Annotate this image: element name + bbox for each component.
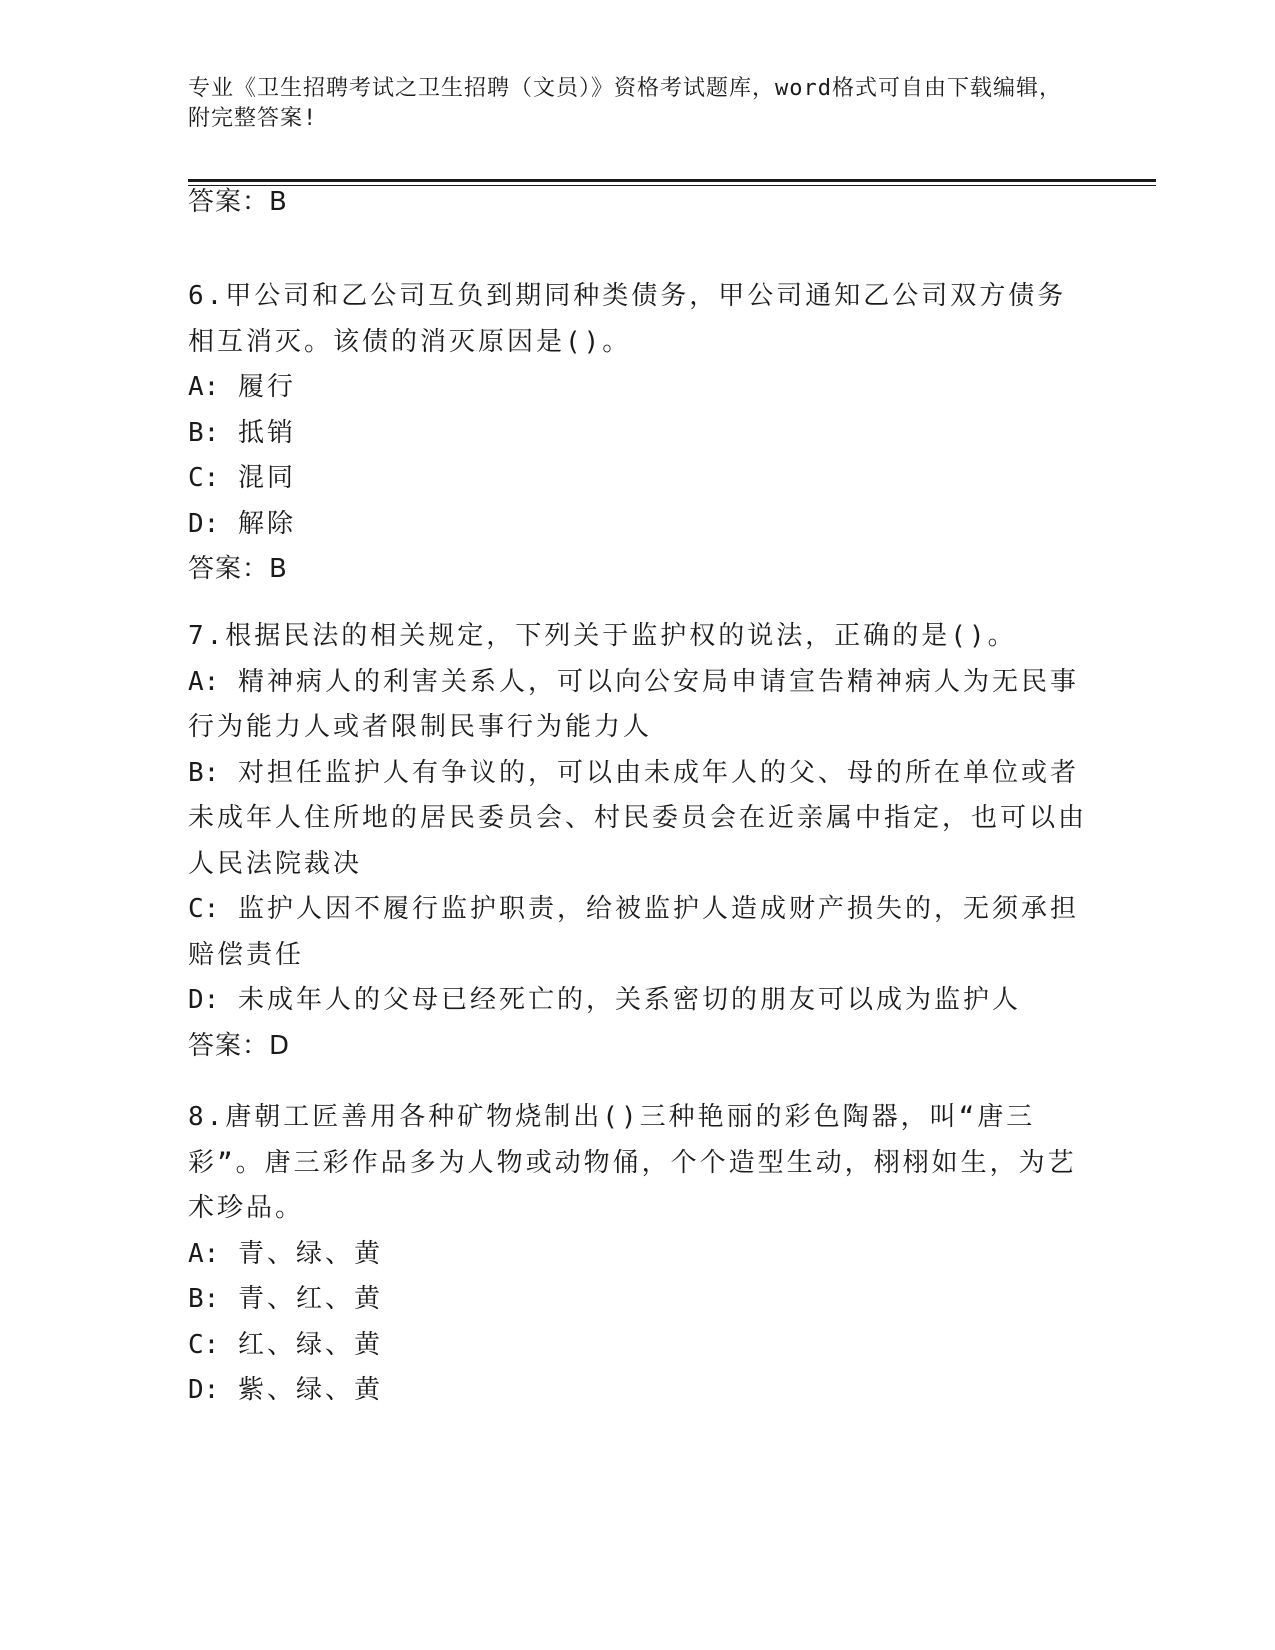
option-text: 对担任监护人有争议的，可以由未成年人的父、母的所在单位或者未成年人住所地的居民委员会、村民委员会在近亲属中指定，也可以由人民法院裁决 — [188, 757, 1088, 879]
option-text: 监护人因不履行监护职责，给被监护人造成财产损失的，无须承担赔偿责任 — [188, 894, 1079, 970]
option-d — [188, 502, 1088, 548]
option-a — [188, 365, 1088, 411]
option-c — [188, 1323, 1088, 1369]
option-b — [188, 1277, 1088, 1323]
option-a — [188, 1232, 1088, 1278]
option-text: 青、红、黄 — [237, 1284, 383, 1314]
option-text: 履行 — [237, 372, 296, 402]
option-label: D: — [188, 985, 220, 1015]
question-block — [188, 614, 1088, 1068]
option-text: 混同 — [237, 463, 296, 493]
option-text: 紫、绿、黄 — [237, 1375, 383, 1405]
option-text: 红、绿、黄 — [237, 1329, 383, 1360]
document-header: 专业《卫生招聘考试之卫生招聘（文员）》资格考试题库，word格式可自由下载编辑，附完整答案! — [188, 76, 1062, 131]
option-b — [188, 411, 1088, 457]
answer-line — [188, 180, 1088, 224]
question-block — [188, 1095, 1088, 1414]
answer-prefix: 答案： — [188, 187, 270, 217]
question-text: 8.唐朝工匠善用各种矿物烧制出()三种艳丽的彩色陶器，叫“唐三彩”。唐三彩作品多为人物或动物俑，个个造型生动，栩栩如生，为艺术珍品。 — [188, 1102, 1077, 1223]
answer-prefix: 答案： — [188, 1030, 270, 1061]
option-label: A: — [188, 666, 220, 697]
option-label: C: — [188, 1329, 220, 1360]
answer-line — [188, 1024, 1088, 1068]
question-text: 6.甲公司和乙公司互负到期同种类债务，甲公司通知乙公司双方债务相互消灭。该债的消灭原因是()。 — [188, 281, 1067, 357]
question-block — [188, 274, 1088, 591]
option-label: A: — [188, 372, 220, 402]
answer-value: D — [269, 1030, 291, 1061]
option-b — [188, 751, 1088, 888]
option-label: B: — [188, 1284, 220, 1314]
option-label: B: — [188, 417, 220, 448]
answer-value: B — [269, 554, 288, 584]
option-d — [188, 978, 1088, 1024]
option-a — [188, 660, 1088, 751]
option-label: C: — [188, 894, 220, 924]
option-c — [188, 887, 1088, 978]
option-text: 精神病人的利害关系人，可以向公安局申请宣告精神病人为无民事行为能力人或者限制民事行为能力人 — [188, 666, 1079, 742]
option-text: 青、绿、黄 — [237, 1238, 383, 1269]
option-text: 未成年人的父母已经死亡的，关系密切的朋友可以成为监护人 — [237, 985, 1021, 1015]
option-label: C: — [188, 463, 220, 493]
answer-value: B — [269, 187, 288, 217]
question-text: 7.根据民法的相关规定，下列关于监护权的说法，正确的是()。 — [188, 621, 1017, 651]
option-c — [188, 456, 1088, 502]
answer-prefix: 答案： — [188, 554, 270, 584]
option-label: D: — [188, 508, 220, 539]
option-text: 抵销 — [237, 417, 296, 448]
option-label: A: — [188, 1238, 220, 1269]
option-d — [188, 1368, 1088, 1414]
option-label: D: — [188, 1375, 220, 1405]
answer-line — [188, 547, 1088, 591]
option-text: 解除 — [237, 508, 296, 539]
option-label: B: — [188, 757, 220, 788]
